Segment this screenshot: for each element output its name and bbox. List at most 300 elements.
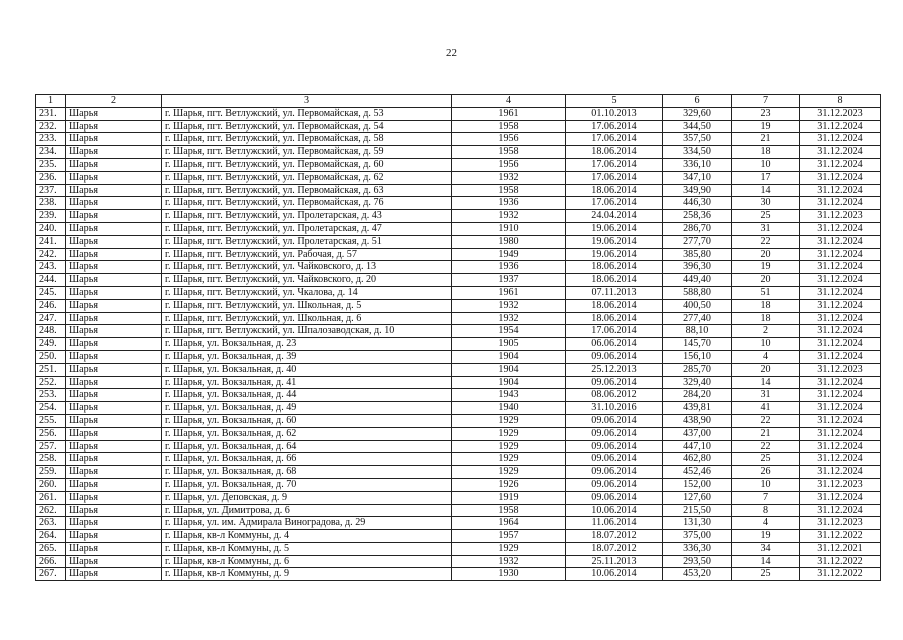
area-cell: 347,10 — [663, 171, 732, 184]
date-cell: 18.06.2014 — [566, 274, 663, 287]
address-cell: г. Шарья, ул. Вокзальная, д. 68 — [162, 466, 452, 479]
deadline-cell: 31.12.2024 — [800, 376, 881, 389]
area-cell: 277,70 — [663, 235, 732, 248]
address-cell: г. Шарья, пгт. Ветлужский, ул. Первомайская, д. 53 — [162, 107, 452, 120]
year-built-cell: 1904 — [452, 363, 566, 376]
row-number-cell: 247. — [36, 312, 66, 325]
table-row — [36, 466, 881, 479]
table-row — [36, 453, 881, 466]
date-cell: 17.06.2014 — [566, 120, 663, 133]
year-built-cell: 1937 — [452, 274, 566, 287]
area-cell: 375,00 — [663, 530, 732, 543]
area-cell: 127,60 — [663, 491, 732, 504]
address-cell: г. Шарья, пгт. Ветлужский, ул. Шпалозаводская, д. 10 — [162, 325, 452, 338]
date-cell: 06.06.2014 — [566, 338, 663, 351]
address-cell: г. Шарья, кв-л Коммуны, д. 4 — [162, 530, 452, 543]
municipality-cell: Шарья — [66, 274, 162, 287]
area-cell: 446,30 — [663, 197, 732, 210]
table-row — [36, 555, 881, 568]
table-body — [36, 107, 881, 580]
address-cell: г. Шарья, пгт. Ветлужский, ул. Чайковского, д. 13 — [162, 261, 452, 274]
residents-cell: 7 — [732, 491, 800, 504]
year-built-cell: 1932 — [452, 555, 566, 568]
table-row — [36, 184, 881, 197]
municipality-cell: Шарья — [66, 466, 162, 479]
row-number-cell: 236. — [36, 171, 66, 184]
deadline-cell: 31.12.2023 — [800, 363, 881, 376]
area-cell: 462,80 — [663, 453, 732, 466]
year-built-cell: 1954 — [452, 325, 566, 338]
table-row — [36, 248, 881, 261]
municipality-cell: Шарья — [66, 312, 162, 325]
year-built-cell: 1958 — [452, 504, 566, 517]
date-cell: 17.06.2014 — [566, 197, 663, 210]
deadline-cell: 31.12.2024 — [800, 133, 881, 146]
year-built-cell: 1929 — [452, 427, 566, 440]
address-cell: г. Шарья, ул. Вокзальная, д. 41 — [162, 376, 452, 389]
municipality-cell: Шарья — [66, 504, 162, 517]
municipality-cell: Шарья — [66, 325, 162, 338]
municipality-cell: Шарья — [66, 235, 162, 248]
residents-cell: 34 — [732, 542, 800, 555]
residents-cell: 10 — [732, 478, 800, 491]
row-number-cell: 237. — [36, 184, 66, 197]
residents-cell: 18 — [732, 312, 800, 325]
date-cell: 19.06.2014 — [566, 235, 663, 248]
table-row — [36, 504, 881, 517]
residents-cell: 22 — [732, 235, 800, 248]
municipality-cell: Шарья — [66, 120, 162, 133]
deadline-cell: 31.12.2024 — [800, 312, 881, 325]
municipality-cell: Шарья — [66, 389, 162, 402]
municipality-cell: Шарья — [66, 555, 162, 568]
row-number-cell: 238. — [36, 197, 66, 210]
housing-table — [35, 94, 881, 581]
deadline-cell: 31.12.2023 — [800, 478, 881, 491]
year-built-cell: 1910 — [452, 222, 566, 235]
residents-cell: 25 — [732, 210, 800, 223]
table-row — [36, 389, 881, 402]
table-row — [36, 568, 881, 581]
date-cell: 17.06.2014 — [566, 158, 663, 171]
date-cell: 08.06.2012 — [566, 389, 663, 402]
residents-cell: 4 — [732, 350, 800, 363]
residents-cell: 4 — [732, 517, 800, 530]
date-cell: 31.10.2016 — [566, 402, 663, 415]
date-cell: 17.06.2014 — [566, 325, 663, 338]
area-cell: 152,00 — [663, 478, 732, 491]
residents-cell: 17 — [732, 171, 800, 184]
year-built-cell: 1958 — [452, 184, 566, 197]
municipality-cell: Шарья — [66, 427, 162, 440]
address-cell: г. Шарья, пгт. Ветлужский, ул. Чкалова, д. 14 — [162, 286, 452, 299]
deadline-cell: 31.12.2024 — [800, 325, 881, 338]
deadline-cell: 31.12.2024 — [800, 389, 881, 402]
municipality-cell: Шарья — [66, 184, 162, 197]
date-cell: 09.06.2014 — [566, 376, 663, 389]
row-number-cell: 262. — [36, 504, 66, 517]
year-built-cell: 1932 — [452, 299, 566, 312]
municipality-cell: Шарья — [66, 299, 162, 312]
date-cell: 09.06.2014 — [566, 491, 663, 504]
residents-cell: 19 — [732, 530, 800, 543]
date-cell: 10.06.2014 — [566, 504, 663, 517]
year-built-cell: 1943 — [452, 389, 566, 402]
deadline-cell: 31.12.2024 — [800, 402, 881, 415]
address-cell: г. Шарья, пгт. Ветлужский, ул. Пролетарская, д. 47 — [162, 222, 452, 235]
row-number-cell: 256. — [36, 427, 66, 440]
area-cell: 453,20 — [663, 568, 732, 581]
date-cell: 07.11.2013 — [566, 286, 663, 299]
deadline-cell: 31.12.2022 — [800, 530, 881, 543]
year-built-cell: 1958 — [452, 120, 566, 133]
table-row — [36, 440, 881, 453]
column-header: 4 — [452, 95, 566, 108]
municipality-cell: Шарья — [66, 478, 162, 491]
row-number-cell: 245. — [36, 286, 66, 299]
address-cell: г. Шарья, ул. Вокзальная, д. 40 — [162, 363, 452, 376]
municipality-cell: Шарья — [66, 171, 162, 184]
address-cell: г. Шарья, пгт. Ветлужский, ул. Школьная, д. 5 — [162, 299, 452, 312]
row-number-cell: 243. — [36, 261, 66, 274]
date-cell: 01.10.2013 — [566, 107, 663, 120]
row-number-cell: 255. — [36, 414, 66, 427]
municipality-cell: Шарья — [66, 146, 162, 159]
residents-cell: 31 — [732, 389, 800, 402]
deadline-cell: 31.12.2024 — [800, 222, 881, 235]
residents-cell: 20 — [732, 248, 800, 261]
column-header: 7 — [732, 95, 800, 108]
residents-cell: 14 — [732, 184, 800, 197]
table-row — [36, 210, 881, 223]
area-cell: 156,10 — [663, 350, 732, 363]
residents-cell: 31 — [732, 222, 800, 235]
residents-cell: 20 — [732, 274, 800, 287]
address-cell: г. Шарья, ул. Вокзальная, д. 60 — [162, 414, 452, 427]
table-row — [36, 376, 881, 389]
area-cell: 334,50 — [663, 146, 732, 159]
row-number-cell: 258. — [36, 453, 66, 466]
year-built-cell: 1930 — [452, 568, 566, 581]
row-number-cell: 257. — [36, 440, 66, 453]
table-row — [36, 222, 881, 235]
area-cell: 396,30 — [663, 261, 732, 274]
year-built-cell: 1957 — [452, 530, 566, 543]
date-cell: 09.06.2014 — [566, 478, 663, 491]
address-cell: г. Шарья, кв-л Коммуны, д. 6 — [162, 555, 452, 568]
residents-cell: 18 — [732, 299, 800, 312]
year-built-cell: 1904 — [452, 376, 566, 389]
municipality-cell: Шарья — [66, 517, 162, 530]
deadline-cell: 31.12.2024 — [800, 235, 881, 248]
date-cell: 09.06.2014 — [566, 414, 663, 427]
area-cell: 88,10 — [663, 325, 732, 338]
row-number-cell: 249. — [36, 338, 66, 351]
column-header: 5 — [566, 95, 663, 108]
column-header: 1 — [36, 95, 66, 108]
municipality-cell: Шарья — [66, 491, 162, 504]
address-cell: г. Шарья, ул. Вокзальная, д. 64 — [162, 440, 452, 453]
row-number-cell: 266. — [36, 555, 66, 568]
deadline-cell: 31.12.2023 — [800, 107, 881, 120]
row-number-cell: 239. — [36, 210, 66, 223]
date-cell: 17.06.2014 — [566, 171, 663, 184]
row-number-cell: 253. — [36, 389, 66, 402]
area-cell: 285,70 — [663, 363, 732, 376]
row-number-cell: 241. — [36, 235, 66, 248]
area-cell: 349,90 — [663, 184, 732, 197]
row-number-cell: 267. — [36, 568, 66, 581]
residents-cell: 20 — [732, 363, 800, 376]
table-row — [36, 427, 881, 440]
address-cell: г. Шарья, пгт. Ветлужский, ул. Рабочая, д. 57 — [162, 248, 452, 261]
table-row — [36, 274, 881, 287]
deadline-cell: 31.12.2024 — [800, 453, 881, 466]
deadline-cell: 31.12.2021 — [800, 542, 881, 555]
table-row — [36, 350, 881, 363]
address-cell: г. Шарья, ул. Вокзальная, д. 66 — [162, 453, 452, 466]
area-cell: 215,50 — [663, 504, 732, 517]
municipality-cell: Шарья — [66, 376, 162, 389]
date-cell: 09.06.2014 — [566, 453, 663, 466]
date-cell: 18.06.2014 — [566, 312, 663, 325]
row-number-cell: 232. — [36, 120, 66, 133]
deadline-cell: 31.12.2024 — [800, 338, 881, 351]
year-built-cell: 1961 — [452, 286, 566, 299]
table-row — [36, 363, 881, 376]
column-header: 8 — [800, 95, 881, 108]
municipality-cell: Шарья — [66, 440, 162, 453]
year-built-cell: 1936 — [452, 197, 566, 210]
table-row — [36, 158, 881, 171]
area-cell: 439,81 — [663, 402, 732, 415]
address-cell: г. Шарья, пгт. Ветлужский, ул. Первомайская, д. 60 — [162, 158, 452, 171]
area-cell: 400,50 — [663, 299, 732, 312]
address-cell: г. Шарья, пгт. Ветлужский, ул. Первомайская, д. 54 — [162, 120, 452, 133]
area-cell: 145,70 — [663, 338, 732, 351]
area-cell: 449,40 — [663, 274, 732, 287]
address-cell: г. Шарья, пгт. Ветлужский, ул. Первомайская, д. 58 — [162, 133, 452, 146]
date-cell: 11.06.2014 — [566, 517, 663, 530]
municipality-cell: Шарья — [66, 261, 162, 274]
row-number-cell: 251. — [36, 363, 66, 376]
residents-cell: 19 — [732, 261, 800, 274]
deadline-cell: 31.12.2024 — [800, 491, 881, 504]
year-built-cell: 1929 — [452, 453, 566, 466]
date-cell: 18.06.2014 — [566, 184, 663, 197]
table-row — [36, 120, 881, 133]
residents-cell: 25 — [732, 568, 800, 581]
date-cell: 09.06.2014 — [566, 350, 663, 363]
municipality-cell: Шарья — [66, 248, 162, 261]
municipality-cell: Шарья — [66, 542, 162, 555]
table-row — [36, 478, 881, 491]
page-number: 22 — [446, 47, 457, 59]
residents-cell: 23 — [732, 107, 800, 120]
row-number-cell: 246. — [36, 299, 66, 312]
municipality-cell: Шарья — [66, 222, 162, 235]
area-cell: 437,00 — [663, 427, 732, 440]
year-built-cell: 1929 — [452, 542, 566, 555]
residents-cell: 14 — [732, 376, 800, 389]
date-cell: 09.06.2014 — [566, 440, 663, 453]
address-cell: г. Шарья, ул. Вокзальная, д. 49 — [162, 402, 452, 415]
area-cell: 258,36 — [663, 210, 732, 223]
table-row — [36, 517, 881, 530]
row-number-cell: 254. — [36, 402, 66, 415]
address-cell: г. Шарья, пгт. Ветлужский, ул. Первомайская, д. 76 — [162, 197, 452, 210]
row-number-cell: 264. — [36, 530, 66, 543]
deadline-cell: 31.12.2024 — [800, 466, 881, 479]
deadline-cell: 31.12.2024 — [800, 146, 881, 159]
area-cell: 447,10 — [663, 440, 732, 453]
area-cell: 286,70 — [663, 222, 732, 235]
date-cell: 18.06.2014 — [566, 299, 663, 312]
area-cell: 277,40 — [663, 312, 732, 325]
area-cell: 336,10 — [663, 158, 732, 171]
deadline-cell: 31.12.2024 — [800, 299, 881, 312]
residents-cell: 41 — [732, 402, 800, 415]
deadline-cell: 31.12.2024 — [800, 286, 881, 299]
table-row — [36, 542, 881, 555]
address-cell: г. Шарья, пгт. Ветлужский, ул. Первомайская, д. 63 — [162, 184, 452, 197]
residents-cell: 51 — [732, 286, 800, 299]
date-cell: 24.04.2014 — [566, 210, 663, 223]
deadline-cell: 31.12.2024 — [800, 158, 881, 171]
year-built-cell: 1940 — [452, 402, 566, 415]
table-row — [36, 261, 881, 274]
year-built-cell: 1929 — [452, 466, 566, 479]
municipality-cell: Шарья — [66, 363, 162, 376]
row-number-cell: 231. — [36, 107, 66, 120]
area-cell: 452,46 — [663, 466, 732, 479]
year-built-cell: 1919 — [452, 491, 566, 504]
table-row — [36, 171, 881, 184]
municipality-cell: Шарья — [66, 133, 162, 146]
date-cell: 19.06.2014 — [566, 248, 663, 261]
deadline-cell: 31.12.2024 — [800, 197, 881, 210]
date-cell: 25.11.2013 — [566, 555, 663, 568]
date-cell: 19.06.2014 — [566, 222, 663, 235]
date-cell: 17.06.2014 — [566, 133, 663, 146]
table-row — [36, 286, 881, 299]
row-number-cell: 248. — [36, 325, 66, 338]
year-built-cell: 1956 — [452, 133, 566, 146]
municipality-cell: Шарья — [66, 286, 162, 299]
residents-cell: 22 — [732, 414, 800, 427]
area-cell: 293,50 — [663, 555, 732, 568]
row-number-cell: 260. — [36, 478, 66, 491]
table-row — [36, 325, 881, 338]
date-cell: 25.12.2013 — [566, 363, 663, 376]
deadline-cell: 31.12.2024 — [800, 414, 881, 427]
municipality-cell: Шарья — [66, 350, 162, 363]
year-built-cell: 1929 — [452, 414, 566, 427]
year-built-cell: 1961 — [452, 107, 566, 120]
residents-cell: 26 — [732, 466, 800, 479]
year-built-cell: 1932 — [452, 210, 566, 223]
row-number-cell: 233. — [36, 133, 66, 146]
deadline-cell: 31.12.2024 — [800, 504, 881, 517]
residents-cell: 19 — [732, 120, 800, 133]
municipality-cell: Шарья — [66, 568, 162, 581]
column-header: 3 — [162, 95, 452, 108]
deadline-cell: 31.12.2024 — [800, 171, 881, 184]
deadline-cell: 31.12.2024 — [800, 248, 881, 261]
address-cell: г. Шарья, ул. Вокзальная, д. 44 — [162, 389, 452, 402]
residents-cell: 8 — [732, 504, 800, 517]
municipality-cell: Шарья — [66, 158, 162, 171]
address-cell: г. Шарья, ул. Вокзальная, д. 39 — [162, 350, 452, 363]
year-built-cell: 1904 — [452, 350, 566, 363]
address-cell: г. Шарья, пгт. Ветлужский, ул. Первомайская, д. 59 — [162, 146, 452, 159]
row-number-cell: 263. — [36, 517, 66, 530]
residents-cell: 10 — [732, 338, 800, 351]
table-row — [36, 146, 881, 159]
date-cell: 18.06.2014 — [566, 146, 663, 159]
residents-cell: 21 — [732, 427, 800, 440]
area-cell: 329,60 — [663, 107, 732, 120]
deadline-cell: 31.12.2022 — [800, 568, 881, 581]
date-cell: 18.06.2014 — [566, 261, 663, 274]
address-cell: г. Шарья, пгт. Ветлужский, ул. Чайковского, д. 20 — [162, 274, 452, 287]
year-built-cell: 1905 — [452, 338, 566, 351]
column-header: 2 — [66, 95, 162, 108]
table-row — [36, 491, 881, 504]
year-built-cell: 1936 — [452, 261, 566, 274]
area-cell: 438,90 — [663, 414, 732, 427]
date-cell: 09.06.2014 — [566, 466, 663, 479]
row-number-cell: 244. — [36, 274, 66, 287]
table-row — [36, 402, 881, 415]
municipality-cell: Шарья — [66, 530, 162, 543]
year-built-cell: 1980 — [452, 235, 566, 248]
year-built-cell: 1958 — [452, 146, 566, 159]
address-cell: г. Шарья, пгт. Ветлужский, ул. Первомайская, д. 62 — [162, 171, 452, 184]
row-number-cell: 252. — [36, 376, 66, 389]
row-number-cell: 240. — [36, 222, 66, 235]
municipality-cell: Шарья — [66, 453, 162, 466]
area-cell: 329,40 — [663, 376, 732, 389]
year-built-cell: 1932 — [452, 312, 566, 325]
column-number-row — [36, 95, 881, 108]
deadline-cell: 31.12.2024 — [800, 350, 881, 363]
table-row — [36, 312, 881, 325]
year-built-cell: 1926 — [452, 478, 566, 491]
deadline-cell: 31.12.2022 — [800, 555, 881, 568]
address-cell: г. Шарья, кв-л Коммуны, д. 5 — [162, 542, 452, 555]
year-built-cell: 1964 — [452, 517, 566, 530]
table-row — [36, 530, 881, 543]
municipality-cell: Шарья — [66, 210, 162, 223]
area-cell: 344,50 — [663, 120, 732, 133]
column-header: 6 — [663, 95, 732, 108]
year-built-cell: 1949 — [452, 248, 566, 261]
year-built-cell: 1956 — [452, 158, 566, 171]
table-row — [36, 338, 881, 351]
municipality-cell: Шарья — [66, 402, 162, 415]
address-cell: г. Шарья, ул. Вокзальная, д. 70 — [162, 478, 452, 491]
municipality-cell: Шарья — [66, 338, 162, 351]
residents-cell: 2 — [732, 325, 800, 338]
area-cell: 385,80 — [663, 248, 732, 261]
address-cell: г. Шарья, ул. им. Адмирала Виноградова, д. 29 — [162, 517, 452, 530]
row-number-cell: 250. — [36, 350, 66, 363]
deadline-cell: 31.12.2024 — [800, 120, 881, 133]
residents-cell: 14 — [732, 555, 800, 568]
year-built-cell: 1929 — [452, 440, 566, 453]
address-cell: г. Шарья, ул. Димитрова, д. 6 — [162, 504, 452, 517]
